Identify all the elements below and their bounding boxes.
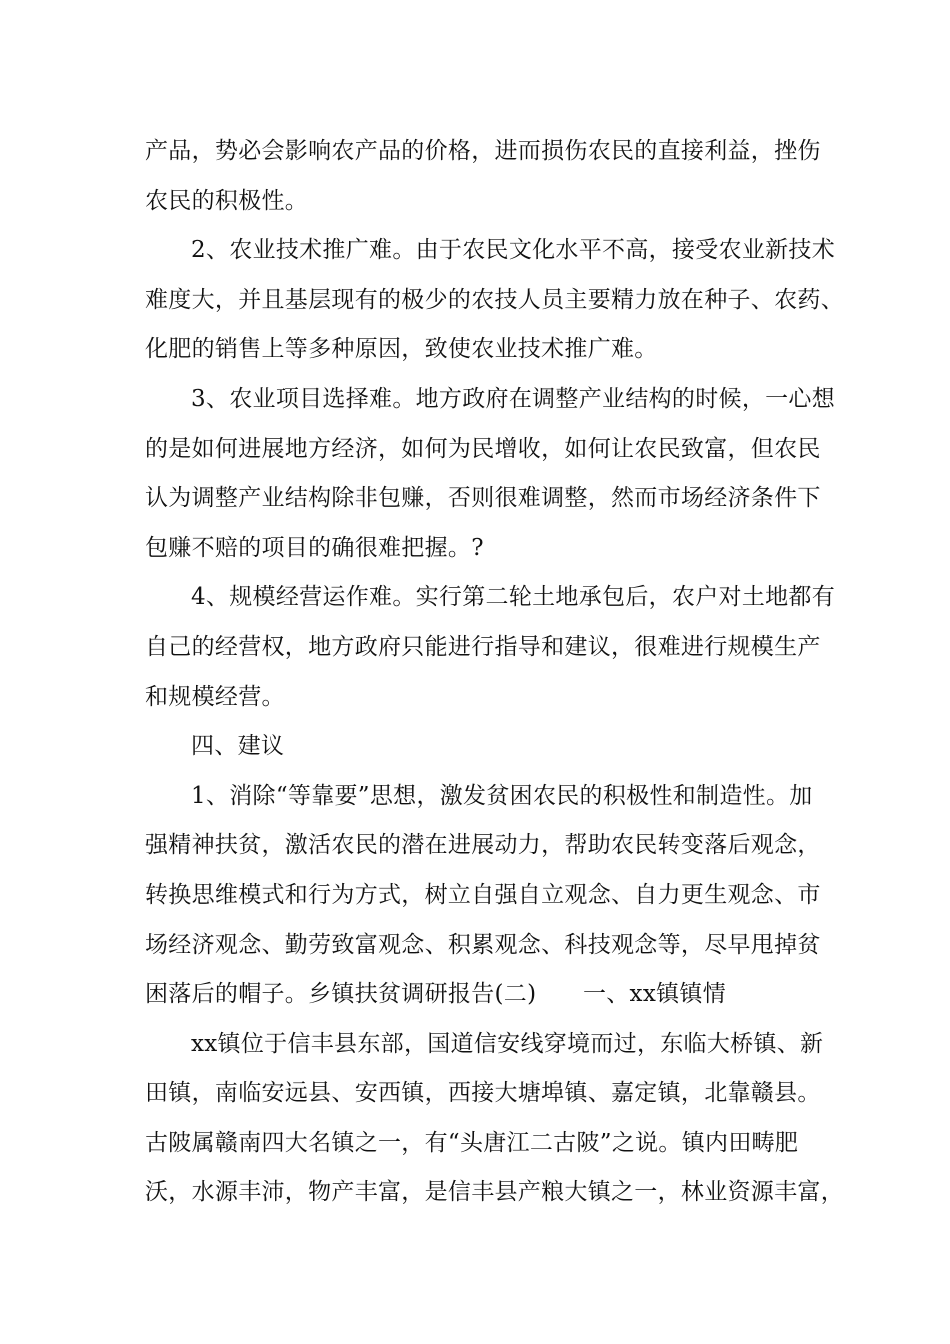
text-line: 1、消除“等靠要”思想，激发贫困农民的积极性和制造性。加: [191, 782, 813, 809]
body-text: [145, 127, 844, 1218]
text-line: 田镇，南临安远县、安西镇，西接大塘埠镇、嘉定镇，北靠赣县。: [145, 1080, 821, 1107]
text-line: 的是如何进展地方经济，如何为民增收，如何让农民致富，但农民: [145, 435, 821, 462]
text-line: 古陂属赣南四大名镇之一，有“头唐江二古陂”之说。镇内田畴肥: [145, 1129, 799, 1156]
section-heading: 四、建议: [191, 733, 285, 760]
text-line: 自己的经营权，地方政府只能进行指导和建议，很难进行规模生产: [145, 633, 821, 660]
text-line: 强精神扶贫，激活农民的潜在进展动力，帮助农民转变落后观念，: [145, 832, 821, 859]
text-line: 3、农业项目选择难。地方政府在调整产业结构的时候，一心想: [191, 385, 836, 412]
text-line: 农民的积极性。: [145, 187, 309, 214]
text-line: 产品，势必会影响农产品的价格，进而损伤农民的直接利益，挫伤: [145, 138, 821, 164]
text-line: xx镇位于信丰县东部，国道信安线穿境而过，东临大桥镇、新: [191, 1030, 824, 1057]
text-line: 包赚不赔的项目的确很难把握。?: [145, 534, 484, 561]
text-line: 场经济观念、勤劳致富观念、积累观念、科技观念等，尽早甩掉贫: [145, 931, 821, 958]
text-line: 4、规模经营运作难。实行第二轮土地承包后，农户对土地都有: [191, 584, 836, 611]
text-line: 困落后的帽子。乡镇扶贫调研报告(二) 一、xx镇镇情: [145, 981, 726, 1008]
text-line: 2、农业技术推广难。由于农民文化水平不高，接受农业新技术: [191, 237, 836, 264]
text-line: 转换思维模式和行为方式，树立自强自立观念、自力更生观念、市: [145, 881, 821, 908]
text-line: 沃，水源丰沛，物产丰富，是信丰县产粮大镇之一，林业资源丰富，: [145, 1179, 844, 1206]
text-line: 化肥的销售上等多种原因，致使农业技术推广难。: [145, 336, 658, 363]
text-line: 难度大，并且基层现有的极少的农技人员主要精力放在种子、农药、: [145, 286, 844, 313]
text-line: 和规模经营。: [145, 683, 285, 710]
text-line: 认为调整产业结构除非包赚，否则很难调整，然而市场经济条件下: [145, 485, 821, 512]
